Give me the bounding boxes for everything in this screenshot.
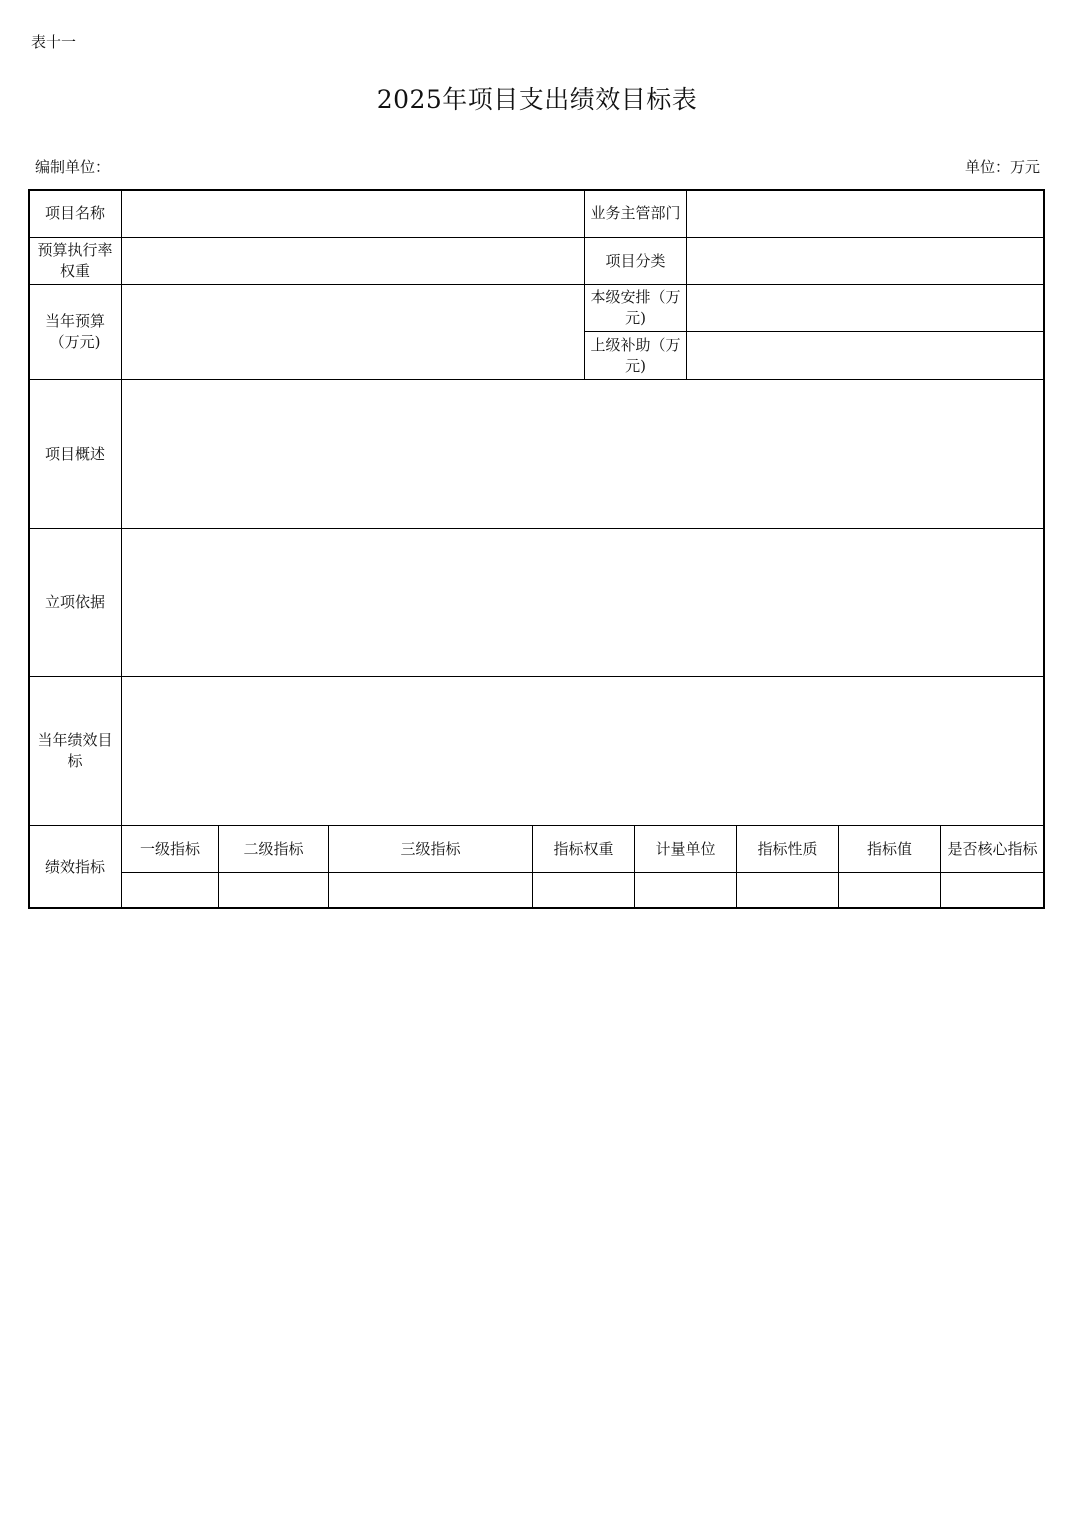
compiler-label: 编制单位： [35,158,111,176]
indicator-cell-nature[interactable] [736,872,839,909]
category-field[interactable] [686,237,1045,285]
department-label: 业务主管部门 [584,189,687,238]
col-header-value: 指标值 [838,825,941,873]
local-arrangement-field[interactable] [686,284,1045,332]
annual-goal-field[interactable] [121,676,1045,826]
indicator-cell-weight[interactable] [532,872,635,909]
table-number: 表十一 [31,33,77,51]
project-name-label: 项目名称 [28,189,122,238]
indicator-cell-unit[interactable] [634,872,737,909]
page-title: 2025年项目支出绩效目标表 [376,85,698,114]
superior-subsidy-label: 上级补助（万元) [584,331,687,380]
execution-weight-label: 预算执行率权重 [28,237,122,285]
overview-label: 项目概述 [28,379,122,529]
indicator-cell-value[interactable] [838,872,941,909]
local-arrangement-label: 本级安排（万元) [584,284,687,332]
indicator-cell-level2[interactable] [218,872,329,909]
superior-subsidy-field[interactable] [686,331,1045,380]
col-header-nature: 指标性质 [736,825,839,873]
annual-goal-label: 当年绩效目标 [28,676,122,826]
unit-label: 单位：万元 [964,158,1040,176]
col-header-weight: 指标权重 [532,825,635,873]
indicators-label: 绩效指标 [28,825,122,909]
col-header-unit: 计量单位 [634,825,737,873]
overview-field[interactable] [121,379,1045,529]
budget-year-label: 当年预算（万元) [28,284,122,380]
basis-label: 立项依据 [28,528,122,677]
indicator-cell-core[interactable] [940,872,1045,909]
project-name-field[interactable] [121,189,585,238]
department-field[interactable] [686,189,1045,238]
indicator-cell-level1[interactable] [121,872,219,909]
col-header-level3: 三级指标 [328,825,533,873]
col-header-level1: 一级指标 [121,825,219,873]
budget-year-field[interactable] [121,284,585,380]
performance-target-table [28,189,1045,909]
col-header-core: 是否核心指标 [940,825,1045,873]
basis-field[interactable] [121,528,1045,677]
col-header-level2: 二级指标 [218,825,329,873]
category-label: 项目分类 [584,237,687,285]
execution-weight-field[interactable] [121,237,585,285]
indicator-cell-level3[interactable] [328,872,533,909]
